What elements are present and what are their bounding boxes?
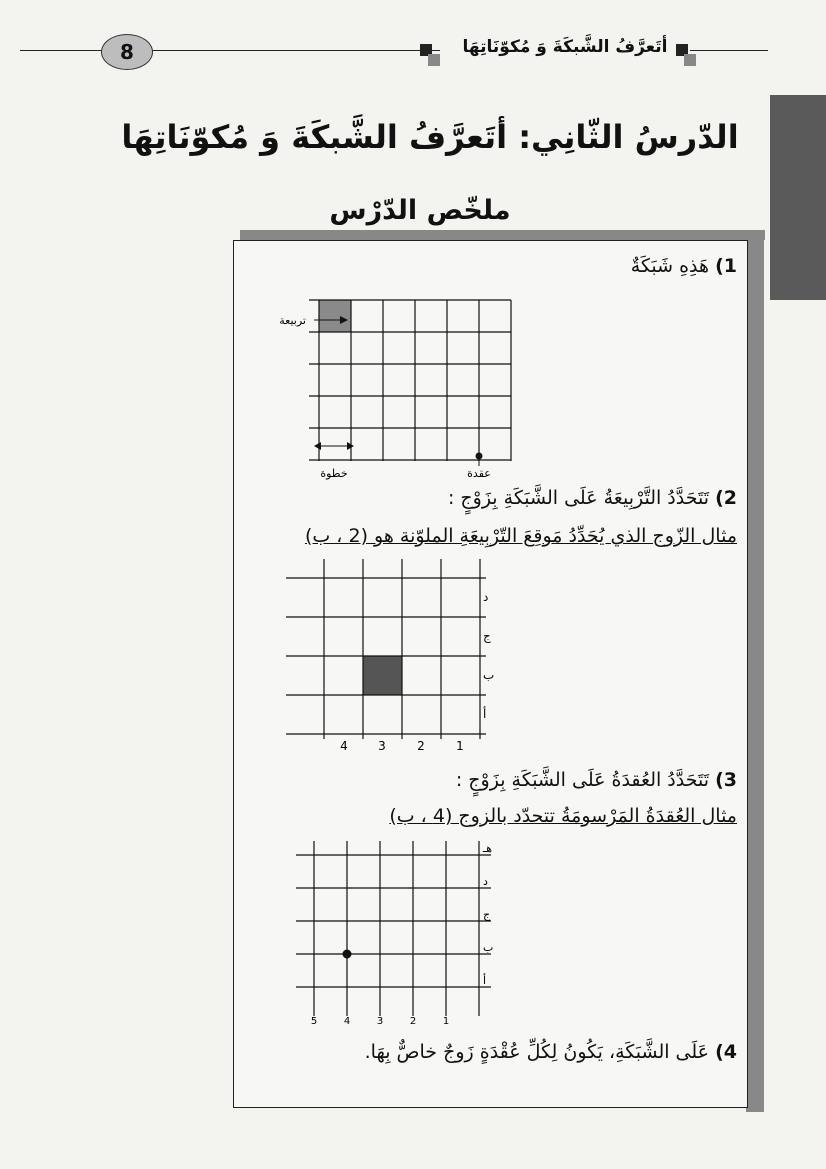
row-label: أ [483,974,487,987]
lesson-title: الدّرسُ الثّانِي: أتَعرَّفُ الشَّبكَةَ وَ مُكوّنَاتِهَا [121,118,739,156]
row-label: هـ [483,842,493,855]
grid-example-1 [254,296,544,481]
arrow-icon [314,442,321,450]
shaded-square-2-b [363,656,402,695]
decor-square-icon [428,54,440,66]
item-3-example: مثال العُقدَةُ المَرْسومَةُ تتحدّد بالزوج (4 ، ب) [389,805,737,827]
grid-example-2 [286,559,506,759]
item-4: 4) عَلَى الشَّبَكَةِ، يَكُونُ لِكُلِّ عُقْدَةٍ زَوجٌ خاصٌّ بِهَا. [364,1041,737,1063]
row-label: ج [483,629,491,643]
grid-example-3 [296,841,521,1036]
node-4-b [343,950,352,959]
item-2: 2) تَتَحَدَّدُ التَّرْبِيعَةُ عَلَى الشَّبَكَةِ بِزَوْجٍ : [447,487,737,509]
col-label: 1 [456,739,464,753]
col-label: 2 [417,739,425,753]
row-label: أ [483,707,487,721]
col-label: 4 [340,739,348,753]
row-label: د [483,590,489,604]
row-label: ج [483,908,491,921]
col-label: 3 [376,1016,384,1027]
label-step: خطوة [320,467,348,480]
col-label: 3 [378,739,386,753]
label-node: عقدة [467,467,491,480]
label-square: تربيعة [279,314,306,327]
running-title: أتَعرَّفُ الشَّبكَةَ وَ مُكوّنَاتِهَا [440,37,690,57]
row-label: د [483,875,488,888]
shaded-square [319,300,351,332]
row-label: ب [483,668,495,682]
col-label: 5 [310,1016,318,1027]
frame-shadow [746,230,764,1112]
page-number: 8 [101,34,153,70]
summary-frame [233,240,748,1108]
item-1: 1) هَذِهِ شَبَكَةٌ [630,255,737,277]
chapter-tab [770,95,826,300]
item-3: 3) تَتَحَدَّدُ العُقدَةُ عَلَى الشَّبَكَةِ بِزَوْجٍ : [455,769,737,791]
row-label: ب [483,941,494,954]
decor-square-icon [684,54,696,66]
summary-title: ملخّص الدّرْس [329,195,511,226]
frame-shadow [240,230,765,240]
col-label: 1 [442,1016,450,1027]
col-label: 2 [409,1016,417,1027]
item-2-example: مثال الزّوج الذي يُحَدِّدُ مَوقِعَ التّرْبِيعَةِ الملوّنة هو (2 ، ب) [304,525,737,547]
col-label: 4 [343,1016,351,1027]
